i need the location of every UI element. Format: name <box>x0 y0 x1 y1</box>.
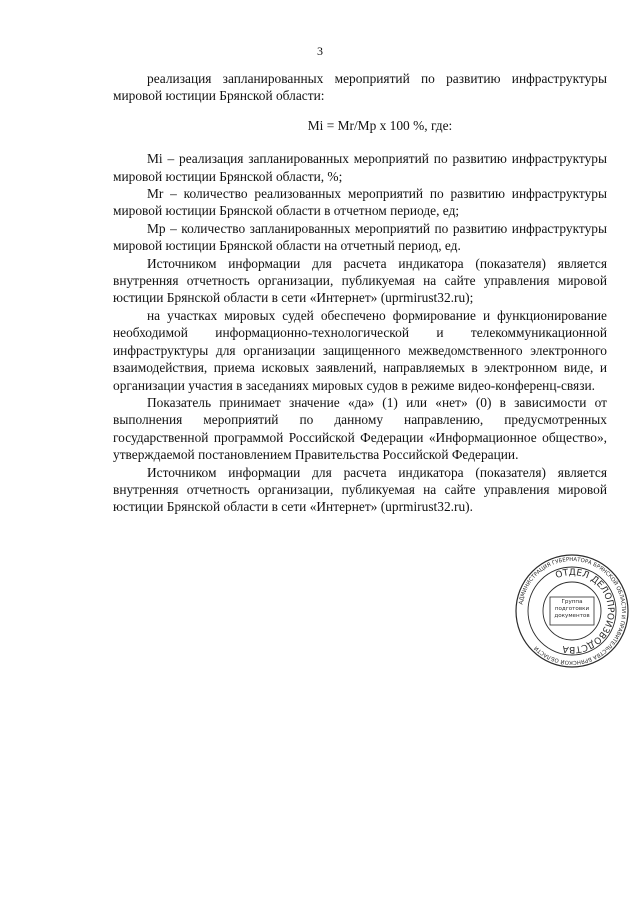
paragraph-intro: реализация запланированных мероприятий по развитию инфраструктуры мировой юстиции Брянской области: <box>113 71 607 104</box>
paragraph-mr-definition: Mr – количество реализованных мероприятий по развитию инфраструктуры мировой юстиции Брянской области в отчетном периоде, ед; <box>113 186 607 219</box>
page-number: 3 <box>317 44 323 58</box>
paragraph-mi-definition: Mi – реализация запланированных мероприятий по развитию инфраструктуры мировой юстиции Брянской области, %; <box>113 151 607 184</box>
document-body <box>113 70 607 516</box>
paragraph-mp-definition: Mp – количество запланированных мероприятий по развитию инфраструктуры мировой юстиции Брянской области на отчетный период, ед. <box>113 220 607 254</box>
paragraph-infrastructure: на участках мировых судей обеспечено формирование и функционирование необходимой информационно-технологической и телекоммуникационной инфраструктуры для организации защищенного межведомственного электронного взаимодействия, приема исковых заявлений, направляемых в электронном виде, и организации участия в заседаниях мировых судов в режиме видео-конференц-связи. <box>113 307 607 393</box>
stamp-ring-text: ОТДЕЛ ДЕЛОПРОИЗВОДСТВА <box>554 567 616 655</box>
office-seal-stamp <box>514 553 630 669</box>
paragraph-indicator-value: Показатель принимает значение «да» (1) или «нет» (0) в зависимости от выполнения мероприятий по данному направлению, предусмотренных государственной программой Российской Федерации «Информационное общество», утверждаемой постановлением Правительства Российской Федерации. <box>113 394 607 463</box>
paragraph-source-1: Источником информации для расчета индикатора (показателя) является внутренняя отчетность организации, публикуемая на сайте управления мировой юстиции Брянской области в сети «Интернет» (uprmirust32.ru); <box>113 255 607 306</box>
stamp-outer-text: АДМИНИСТРАЦИЯ ГУБЕРНАТОРА БРЯНСКОЙ ОБЛАСТИ И ПРАВИТЕЛЬСТВА БРЯНСКОЙ ОБЛАСТИ <box>518 556 627 666</box>
stamp-center-text: Группа подготовки документов <box>554 599 590 619</box>
formula: Mi = Mr/Mp x 100 %, где: <box>307 117 453 133</box>
paragraph-source-2: Источником информации для расчета индикатора (показателя) является внутренняя отчетность организации, публикуемая на сайте управления мировой юстиции Брянской области в сети «Интернет» (uprmirust32.ru). <box>113 464 607 515</box>
